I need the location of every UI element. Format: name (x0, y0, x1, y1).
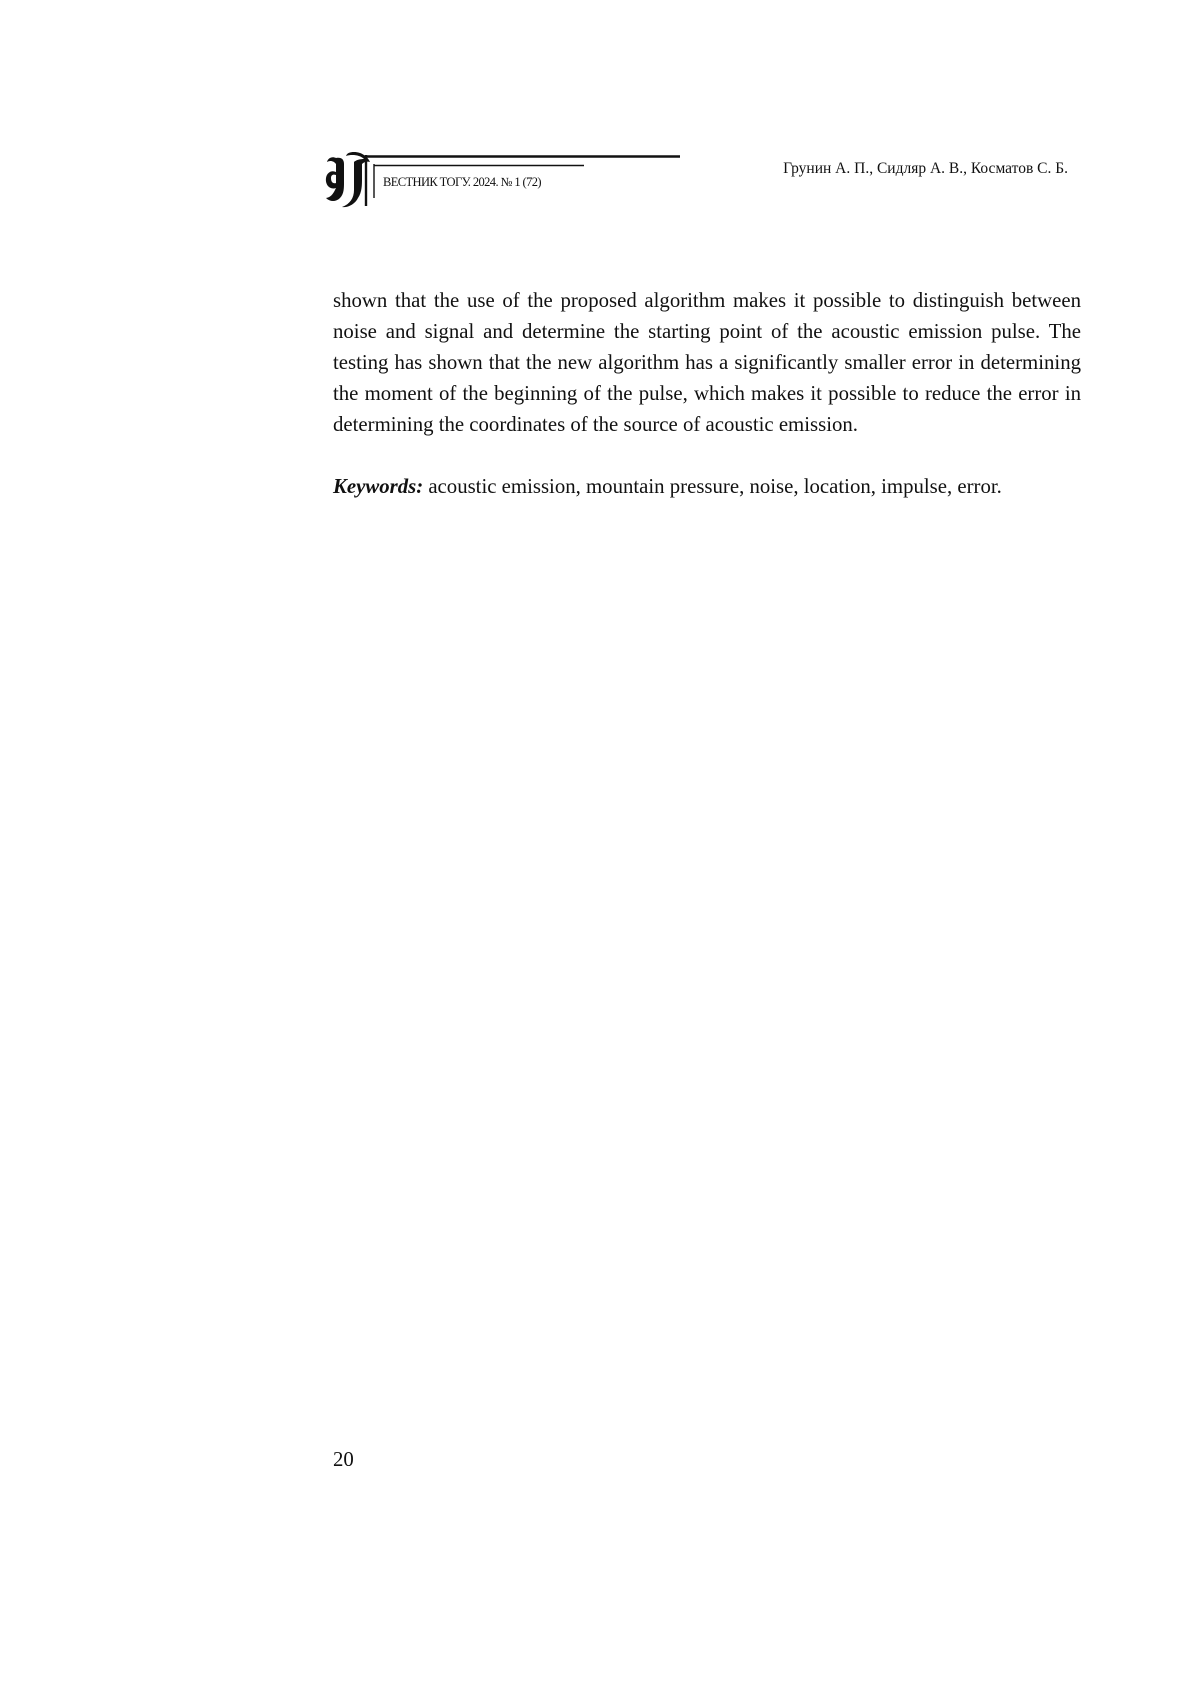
abstract-text: shown that the use of the proposed algorithm makes it possible to distinguish between noise and signal and determine the starting point of the acoustic emission pulse. The testing has shown that the new algorithm has a significantly smaller error in determining the moment of the beginning of the pulse, which makes it possible to reduce the error in determining the coordinates of the source of acoustic emission. (333, 289, 1081, 436)
running-header (322, 150, 1082, 220)
keywords-line (333, 471, 1081, 502)
page-number: 20 (333, 1448, 354, 1471)
keywords-label: Keywords: (333, 475, 424, 498)
journal-title: ВЕСТНИК ТОГУ. 2024. № 1 (72) (383, 175, 541, 189)
main-content (333, 285, 1081, 502)
running-authors: Грунин А. П., Сидляр А. В., Косматов С. Б. (783, 160, 1068, 177)
keywords-text: acoustic emission, mountain pressure, noise, location, impulse, error. (428, 475, 1002, 498)
